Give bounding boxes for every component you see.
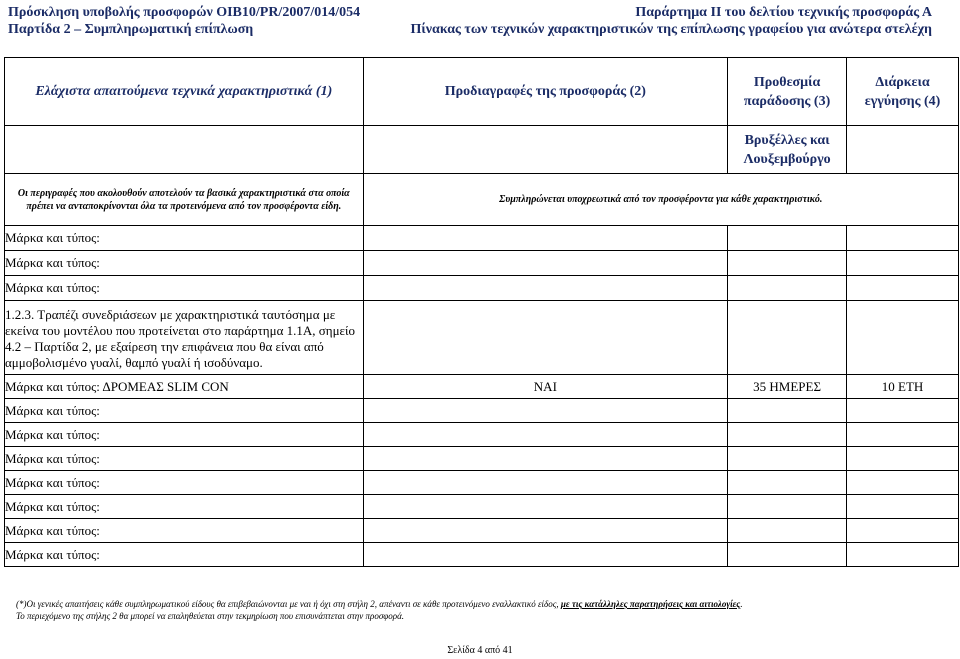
offer-warranty: 10 ΕΤΗ: [847, 375, 959, 399]
cell: [363, 519, 728, 543]
brand-row-b6: Μάρκα και τύπος:: [5, 519, 364, 543]
cell: [363, 471, 728, 495]
brand-row-1: Μάρκα και τύπος:: [5, 226, 364, 251]
col-header-warranty: [847, 58, 959, 126]
header-right: [411, 4, 932, 38]
cell: [847, 471, 959, 495]
note-left: Οι περιγραφές που ακολουθούν αποτελούν τα βασικά χαρακτηριστικά στα οποία πρέπει να ανταποκρίνονται όλα τα προτεινόμενα από τον προσφέροντα είδη.: [5, 174, 364, 226]
cell: [728, 543, 847, 567]
cell: [847, 495, 959, 519]
cell: [847, 226, 959, 251]
col-header-delivery: [728, 58, 847, 126]
brand-row-b2: Μάρκα και τύπος:: [5, 423, 364, 447]
col-header-offer-specs: Προδιαγραφές της προσφοράς (2): [363, 58, 728, 126]
cell: [728, 471, 847, 495]
cell: [363, 447, 728, 471]
col-header-delivery-l1: Προθεσμία: [753, 74, 821, 90]
brand-row-b5: Μάρκα και τύπος:: [5, 495, 364, 519]
cell: [728, 423, 847, 447]
cell: [847, 447, 959, 471]
offer-answer: ΝΑΙ: [363, 375, 728, 399]
cell: [728, 276, 847, 301]
loc-empty-2: [363, 126, 728, 174]
offer-brand: Μάρκα και τύπος: ΔΡΟΜΕΑΣ SLIM CON: [5, 375, 364, 399]
footnote-line2: Το περιεχόμενο της στήλης 2 θα μπορεί να επαληθεύεται στην τεκμηρίωση που επισυνάπτεται στην προσφορά.: [16, 611, 405, 621]
col-header-min-specs: Ελάχιστα απαιτούμενα τεχνικά χαρακτηριστικά (1): [5, 58, 364, 126]
brand-row-b4: Μάρκα και τύπος:: [5, 471, 364, 495]
cell: [728, 226, 847, 251]
cell: [728, 399, 847, 423]
cell: [363, 226, 728, 251]
cell: [363, 495, 728, 519]
brand-row-b1: Μάρκα και τύπος:: [5, 399, 364, 423]
cell: [363, 276, 728, 301]
cell: [728, 495, 847, 519]
header-left-line2: Παρτίδα 2 – Συμπληρωματική επίπλωση: [8, 22, 254, 37]
loc-empty-4: [847, 126, 959, 174]
cell: [363, 399, 728, 423]
cell: [728, 447, 847, 471]
cell: [363, 423, 728, 447]
footnote-bold: με τις κατάλληλες παρατηρήσεις και αιτιολογίες: [560, 599, 741, 609]
cell: [728, 301, 847, 375]
brand-row-b7: Μάρκα και τύπος:: [5, 543, 364, 567]
col-header-warranty-l2: εγγύησης (4): [864, 93, 941, 109]
header-left-line1: Πρόσκληση υποβολής προσφορών OIB10/PR/2007/014/054: [8, 5, 361, 20]
note-right: Συμπληρώνεται υποχρεωτικά από τον προσφέροντα για κάθε χαρακτηριστικό.: [363, 174, 958, 226]
cell: [847, 399, 959, 423]
footnote: [16, 598, 916, 622]
cell: [847, 301, 959, 375]
cell: [363, 251, 728, 276]
cell: [847, 423, 959, 447]
header-left: [8, 4, 360, 38]
brand-row-3: Μάρκα και τύπος:: [5, 276, 364, 301]
cell: [728, 251, 847, 276]
footnote-end: .: [740, 599, 743, 609]
loc-empty-1: [5, 126, 364, 174]
footnote-text: (*)Οι γενικές απαιτήσεις κάθε συμπληρωματικού είδους θα επιβεβαιώνονται με ναι ή όχι στη στήλη 2, απέναντι σε κάθε προτεινόμενο εναλλακτικό είδος,: [16, 599, 561, 609]
footnote-line1: [16, 598, 916, 610]
col-header-delivery-l2: παράδοσης (3): [743, 93, 831, 109]
cell: [847, 543, 959, 567]
location-l2: Λουξεμβούργο: [743, 151, 831, 167]
cell: [728, 519, 847, 543]
item-description: 1.2.3. Τραπέζι συνεδριάσεων με χαρακτηριστικά ταυτόσημα με εκείνα του μοντέλου που προτείνεται στο παράρτημα 1.1A, σημείο 4.2 – Παρτίδα 2, με εξαίρεση την επιφάνεια που θα είναι από αμμοβολισμένο γυαλί, θαμπό γυαλί ή ισοδύναμο.: [5, 301, 364, 375]
cell: [847, 519, 959, 543]
brand-row-2: Μάρκα και τύπος:: [5, 251, 364, 276]
col-header-warranty-l1: Διάρκεια: [875, 74, 930, 90]
location-cell: [728, 126, 847, 174]
location-l1: Βρυξέλλες και: [744, 132, 830, 148]
header-right-line2: Πίνακας των τεχνικών χαρακτηριστικών της επίπλωσης γραφείου για ανώτερα στελέχη: [410, 22, 932, 37]
offer-delivery: 35 ΗΜΕΡΕΣ: [728, 375, 847, 399]
cell: [847, 251, 959, 276]
brand-row-b3: Μάρκα και τύπος:: [5, 447, 364, 471]
cell: [363, 543, 728, 567]
header-right-line1: Παράρτημα II του δελτίου τεχνικής προσφοράς Α: [635, 5, 932, 20]
specs-table: [4, 57, 959, 567]
cell: [847, 276, 959, 301]
page-number: Σελίδα 4 από 41: [447, 645, 513, 656]
cell: [363, 301, 728, 375]
